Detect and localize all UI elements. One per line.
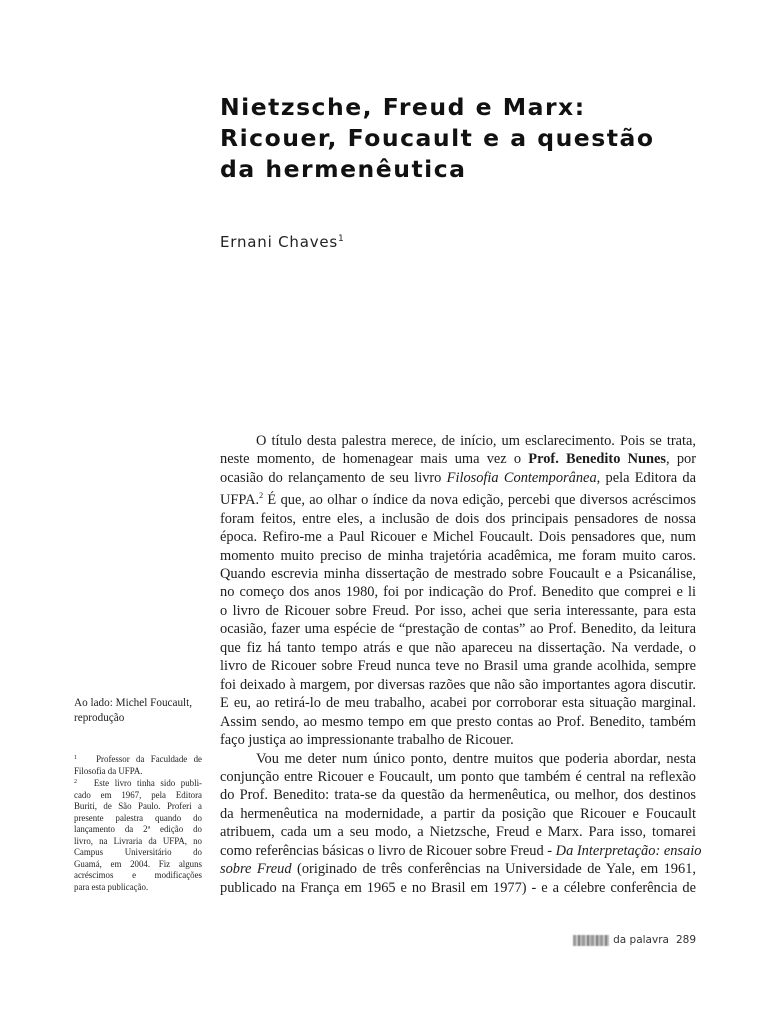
title-line-1: Nietzsche, Freud e Marx: (220, 93, 586, 121)
footnote-line: lançamento da 2ª edição do (74, 824, 202, 835)
footnote-line: livro, na Livraria da UFPA, no (74, 835, 202, 846)
article-title (220, 92, 680, 185)
body-line: momento muito preciso de minha trajetória acadêmica, me foram muito caros. (220, 547, 696, 564)
body-line: O título desta palestra merece, de início, um esclarecimento. Pois se trata, (256, 433, 696, 449)
footnote-number: 1 (74, 755, 77, 761)
article-body (220, 432, 702, 897)
body-line: atribuem, cada um a seu modo, a Nietzsche, Freud e Marx. Para isso, tomarei (220, 824, 696, 841)
author-name: Ernani Chaves (220, 233, 339, 251)
footnote-line: $^1$ Professor da Faculdade de (74, 754, 202, 764)
journal-logo (573, 935, 609, 946)
book-title: Da Interpretação: ensaio (555, 842, 702, 859)
caption-line: reprodução (74, 711, 125, 724)
body-line: E eu, ao retirá-lo de meu trabalho, acabei por corroborar esta situação marginal. (220, 695, 696, 712)
body-line: do Prof. Benedito: trata-se da questão da hermenêutica, ou melhor, dos destinos (220, 787, 696, 804)
footnote-number: 2 (74, 779, 77, 786)
image-caption (74, 696, 206, 725)
body-line: que fiz há tanto tempo atrás e que não apareceu na dissertação. Na verdade, o (220, 639, 696, 656)
body-line: Assim sendo, ao mesmo tempo em que presto contas ao Prof. Benedito, também (220, 713, 696, 730)
footnote-line: Filosofia da UFPA. (74, 765, 143, 776)
body-line: foram feitos, entre eles, a inclusão de dois dos principais pensadores de nossa (220, 510, 696, 527)
body-line: foi deixado à margem, por diversas razões que não são importantes agora discutir. (220, 676, 696, 693)
book-title: sobre Freud (220, 861, 292, 878)
body-line: Vou me deter num único ponto, dentre muitos que poderia abordar, nesta (256, 750, 696, 767)
body-line: como referências básicas o livro de Ricouer sobre Freud - Da Interpretação: ensaio (220, 842, 702, 859)
body-line: neste momento, de homenagear mais uma vez o Prof. Benedito Nunes, por (220, 451, 696, 468)
footnote-line: Guamá, em 2004. Fiz alguns (74, 858, 202, 869)
body-line: sobre Freud (originado de três conferências na Universidade de Yale, em 1961, (220, 861, 696, 878)
body-line: o livro de Ricouer sobre Freud. Por isso, achei que seria interessante, para esta (220, 602, 696, 619)
body-line: publicado na França em 1965 e no Brasil em 1977) - e a célebre conferência de (220, 879, 696, 896)
body-line: livro de Ricouer sobre Freud nunca teve no Brasil uma grande acolhida, sempre (220, 658, 696, 675)
body-line: da hermenêutica na modernidade, a partir da posição que Ricouer e Foucault (220, 805, 696, 822)
body-line: Quando escrevia minha dissertação de mestrado sobre Foucault e a Psicanálise, (220, 565, 696, 582)
body-line: no começo dos anos 1980, foi por indicação do Prof. Benedito que comprei e li (220, 584, 696, 601)
footnote-line: cado em 1967, pela Editora (74, 789, 202, 800)
author-note-ref: 1 (338, 234, 344, 244)
author-byline (220, 233, 344, 251)
footnote-line: Buriti, de São Paulo. Proferi a (74, 801, 202, 812)
footnote-line: para esta publicação. (74, 882, 149, 893)
body-line: ocasião do relançamento de seu livro Filosofia Contemporânea, pela Editora da (220, 469, 696, 486)
footnote-line: $^2$ Este livro tinha sido publi- (74, 778, 202, 789)
body-line: ocasião, fazer uma espécie de “prestação de contas” ao Prof. Benedito, da leitura (220, 621, 696, 638)
body-line: época. Refiro-me a Paul Ricouer e Michel Foucault. Dois pensadores que, num (220, 529, 696, 546)
body-line: UFPA.$^2$ É que, ao olhar o índice da nova edição, percebi que diversos acréscimos (220, 491, 696, 509)
honoree-name: Prof. Benedito Nunes (528, 451, 666, 468)
footnote-line: Campus Universitário do (74, 847, 202, 858)
body-line: faço justiça ao impressionante trabalho de Ricouer. (220, 732, 514, 749)
footnote-ref: 2 (259, 491, 264, 501)
footnote-line: presente palestra quando do (74, 812, 202, 823)
body-line: conjunção entre Ricouer e Foucault, um ponto que também é central na reflexão (220, 768, 696, 785)
title-line-3: da hermenêutica (220, 155, 467, 183)
footnotes (74, 753, 202, 894)
page-number: 289 (675, 934, 696, 946)
book-title: Filosofia Contemporânea (446, 469, 597, 486)
caption-line: Ao lado: Michel Foucault, (74, 697, 193, 709)
footnote-line: acréscimos e modificações (74, 870, 202, 881)
title-line-2: Ricouer, Foucault e a questão (220, 124, 655, 152)
section-name: da palavra (613, 934, 669, 946)
page-footer (573, 934, 696, 946)
